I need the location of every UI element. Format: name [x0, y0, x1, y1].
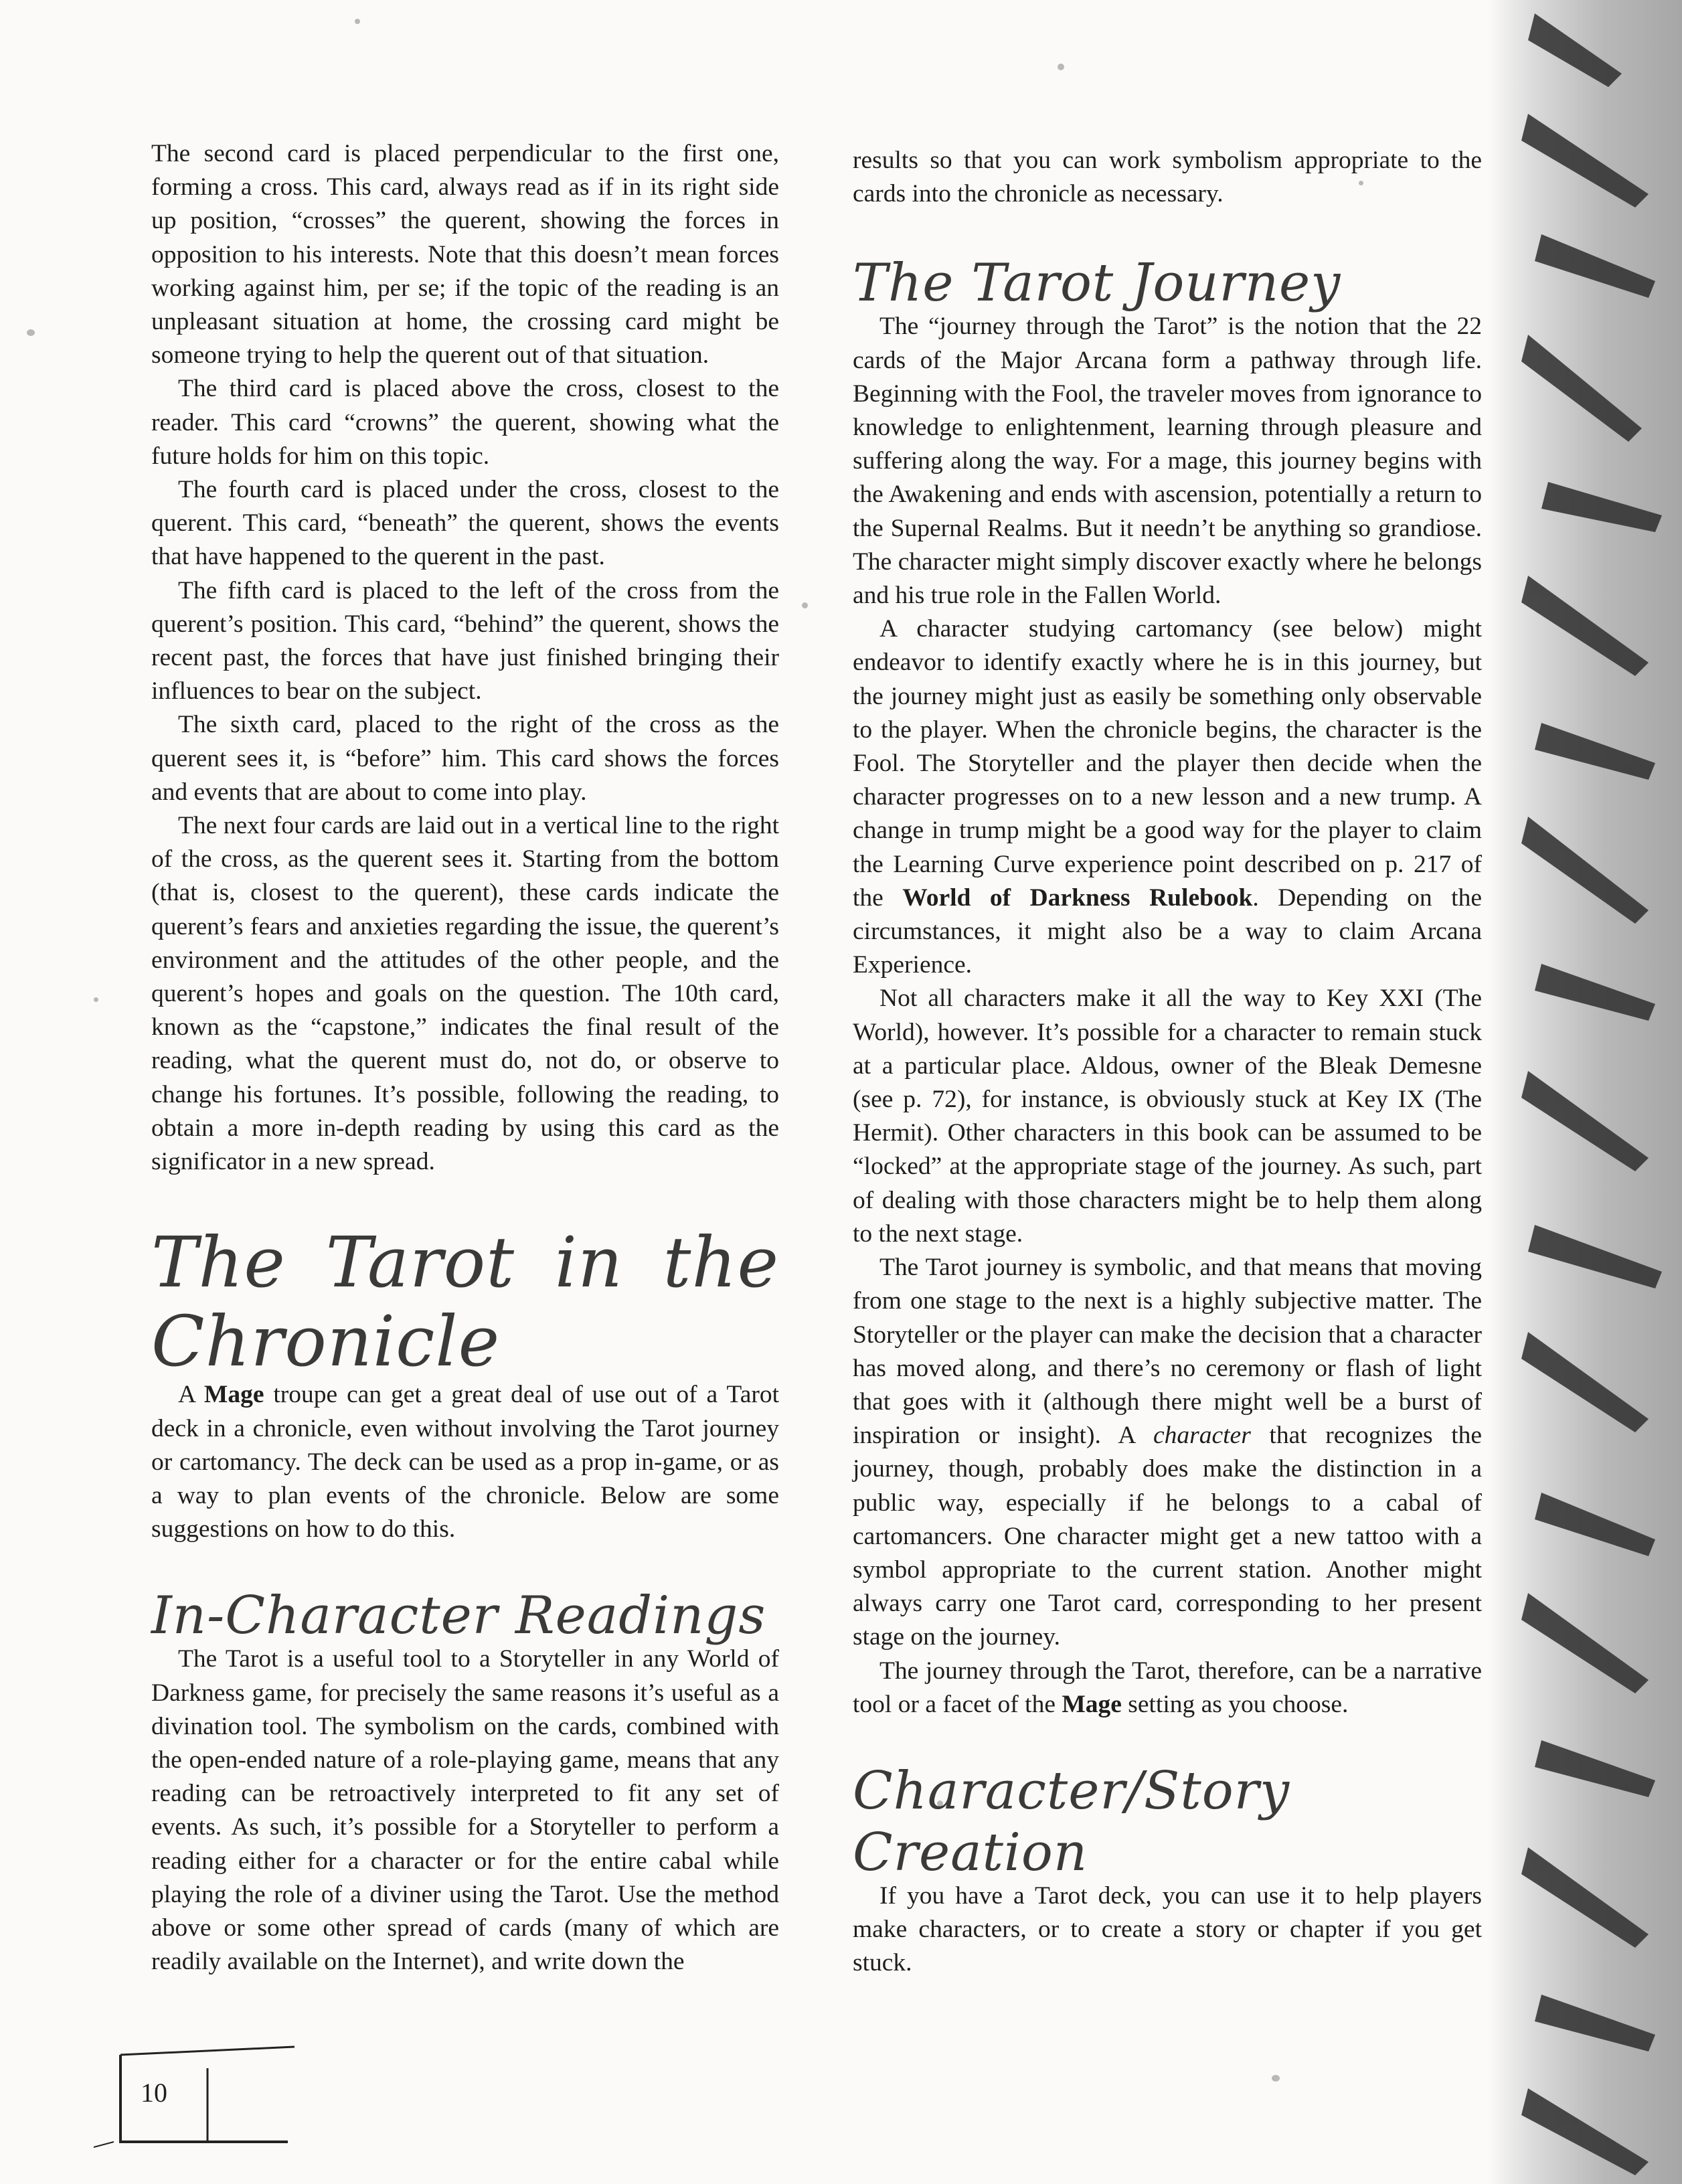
page-number: 10: [141, 2078, 167, 2108]
folio-frame: [87, 2041, 308, 2149]
section-heading-journey: The Tarot Journey: [853, 253, 1341, 314]
text-run: The Tarot journey is symbolic, and that means that moving from one stage to the next is a highly subjective matter. The Storyteller or the player can make the decision that a character has moved along, and there’s no ceremony or flash of light that goes with it (although there might well be a burst of inspiration or insight). A: [853, 1254, 1482, 1450]
paper-speck: [355, 19, 360, 24]
paper-speck: [1058, 64, 1064, 70]
paper-speck: [1272, 2075, 1280, 2082]
body-paragraph: [853, 612, 1482, 982]
text-run: troupe can get a great deal of use out of a Tarot deck in a chronicle, even without involving the Tarot journey or cartomancy. The deck can be used as a prop in-game, or as a way to plan events of the chronicle. Below are some suggestions on how to do this.: [151, 1381, 779, 1543]
left-column: [151, 137, 779, 1979]
text-run: A character studying cartomancy (see below) might endeavor to identify exactly where he is in this journey, but the journey might just as easily be something only observable to the player. When the chronicle begins, the character is the Fool. The Storyteller and the player then decide when the character progresses on to a new lesson and a new trump. A change in trump might be a good way for the player to claim the Learning Curve experience point described on p. 217 of the: [853, 615, 1482, 912]
section-heading-chronicle: The Tarot in the Chronicle: [151, 1222, 779, 1383]
paper-speck: [94, 997, 98, 1002]
game-title: Mage: [203, 1381, 264, 1409]
body-paragraph: If you have a Tarot deck, you can use it to help players make characters, or to create a story or chapter if you get stuck.: [853, 1881, 1482, 1977]
paper-speck: [802, 602, 808, 608]
emphasis: character: [1153, 1422, 1251, 1450]
decorative-edge-band: [1488, 0, 1682, 2184]
section-heading-readings: In-Character Readings: [151, 1586, 766, 1647]
book-title: World of Darkness Rulebook: [902, 884, 1253, 912]
body-paragraph: The sixth card, placed to the right of the cross as the querent sees it, is “before” him. This card shows the forces and events that are about to come into play.: [151, 711, 779, 806]
body-paragraph: The fifth card is placed to the left of the cross from the querent’s position. This card, “behind” the querent, shows the recent past, the forces that have just finished bringing their influences to bear on the subject.: [151, 576, 779, 705]
body-paragraph: [151, 1378, 779, 1546]
body-paragraph: The Tarot is a useful tool to a Storyteller in any World of Darkness game, for precisely the same reasons it’s useful as a divination tool. The symbolism on the cards, combined with the open-ended nature of a role-playing game, means that any reading can be retroactively interpreted to fit any set of events. As such, it’s possible for a Storyteller to perform a reading either for a character or for the entire cabal while playing the role of a diviner using the Tarot. Use the method above or some other spread of cards (many of which are readily available on the Internet), and write down the: [151, 1645, 779, 1976]
body-paragraph: The fourth card is placed under the cross, closest to the querent. This card, “beneath” the querent, shows the events that have happened to the querent in the past.: [151, 476, 779, 571]
game-title: Mage: [1062, 1690, 1122, 1718]
right-column: [853, 144, 1482, 1981]
text-run: A: [178, 1381, 204, 1409]
body-paragraph: Not all characters make it all the way to Key XXI (The World), however. It’s possible for a character to remain stuck at a particular place. Aldous, owner of the Bleak Demesne (see p. 72), for instance, is obviously stuck at Key IX (The Hermit). Other characters in this book can be assumed to be “locked” at the appropriate stage of the journey. As such, part of dealing with those characters might be to help them along to the next stage.: [853, 985, 1482, 1248]
text-run: setting as you choose.: [1121, 1690, 1349, 1718]
text-run: that recognizes the journey, though, probably does make the distinction in a public way, especially if he belongs to a cabal of cartomancers. One character might get a new tattoo with a symbol appropriate to the current station. Another might always carry one Tarot card, corresponding to her present stage on the journey.: [853, 1422, 1483, 1651]
paper-speck: [27, 329, 35, 336]
body-paragraph: results so that you can work symbolism appropriate to the cards into the chronicle as necessary.: [853, 147, 1482, 208]
text-run: The journey through the Tarot, therefore, can be a narrative tool or a facet of the: [853, 1657, 1482, 1718]
body-paragraph: The third card is placed above the cross, closest to the reader. This card “crowns” the querent, showing what the future holds for him on this topic.: [151, 375, 779, 470]
body-paragraph: The next four cards are laid out in a vertical line to the right of the cross, as the querent sees it. Starting from the bottom (that is, closest to the querent), these cards indicate the querent’s fears and anxieties regarding the issue, the querent’s environment and the attitudes of the other people, and the querent’s hopes and goals on the question. The 10th card, known as the “capstone,” indicates the final result of the reading, what the querent must do, not do, or observe to change his fortunes. It’s possible, following the reading, to obtain a more in-depth reading by using this card as the significator in a new spread.: [151, 812, 779, 1176]
text-run: . Depending on the circumstances, it might also be a way to claim Arcana Experience.: [853, 884, 1482, 979]
edge-gradient: [1488, 0, 1682, 2184]
body-paragraph: The “journey through the Tarot” is the notion that the 22 cards of the Major Arcana form a pathway through life. Beginning with the Fool, the traveler moves from ignorance to knowledge to enlightenment, learning through pleasure and suffering along the way. For a mage, this journey begins with the Awakening and ends with ascension, potentially a return to the Supernal Realms. But it needn’t be anything so grandiose. The character might simply discover exactly where he belongs and his true role in the Fallen World.: [853, 313, 1482, 610]
body-paragraph: The second card is placed perpendicular to the first one, forming a cross. This card, always read as if in its right side up position, “crosses” the querent, showing the forces in opposition to his interests. Note that this doesn’t mean forces working against him, per se; if the topic of the reading is an unpleasant situation at home, the crossing card might be someone trying to help the querent out of that situation.: [151, 140, 779, 369]
section-heading-creation: Character/Story Creation: [853, 1760, 1290, 1883]
body-paragraph: [853, 1251, 1482, 1654]
body-paragraph: [853, 1655, 1482, 1721]
